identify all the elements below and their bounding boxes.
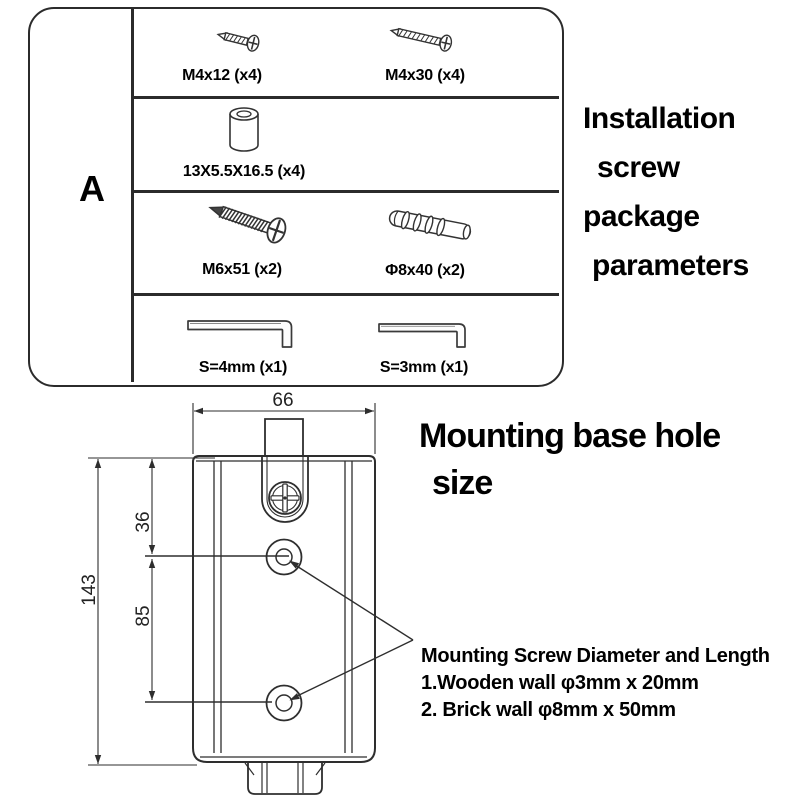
- group-a-label: A: [79, 168, 105, 209]
- phillips-screw-head-icon: [269, 482, 301, 514]
- dimension-hole-spacing: [145, 559, 272, 702]
- note-line-wooden-wall: 1.Wooden wall φ3mm x 20mm: [421, 672, 699, 694]
- part-label-m4x12: M4x12 (x4): [182, 67, 262, 84]
- note-line-brick-wall: 2. Brick wall φ8mm x 50mm: [421, 699, 676, 721]
- mounting-heading-line: size: [432, 464, 493, 502]
- part-label-hexkey-3mm: S=3mm (x1): [379, 359, 469, 376]
- upper-mounting-hole: [267, 540, 302, 575]
- dim-width-text: 66: [272, 390, 294, 411]
- part-label-hexkey-4mm: S=4mm (x1): [198, 359, 288, 376]
- part-label-m6x51: M6x51 (x2): [202, 261, 282, 278]
- dim-height-text: 143: [79, 574, 100, 606]
- note-line-title: Mounting Screw Diameter and Length: [421, 645, 770, 667]
- dim-top-to-hole-text: 36: [133, 511, 154, 533]
- installation-heading-line: screw: [597, 151, 680, 184]
- part-label-spacer: 13X5.5X16.5 (x4): [182, 163, 306, 180]
- part-label-m4x30: M4x30 (x4): [385, 67, 465, 84]
- top-tab: [265, 419, 303, 456]
- dim-hole-spacing-text: 85: [133, 605, 154, 627]
- installation-heading-line: parameters: [592, 249, 749, 282]
- hole-leader-lines: [289, 561, 413, 701]
- installation-heading-line: package: [583, 200, 700, 233]
- part-label-anchor: Φ8x40 (x2): [385, 262, 465, 279]
- installation-heading-line: Installation: [583, 102, 736, 135]
- bottom-tab: [248, 762, 322, 794]
- lower-mounting-hole: [267, 686, 302, 721]
- mounting-heading-line: Mounting base hole: [419, 417, 721, 455]
